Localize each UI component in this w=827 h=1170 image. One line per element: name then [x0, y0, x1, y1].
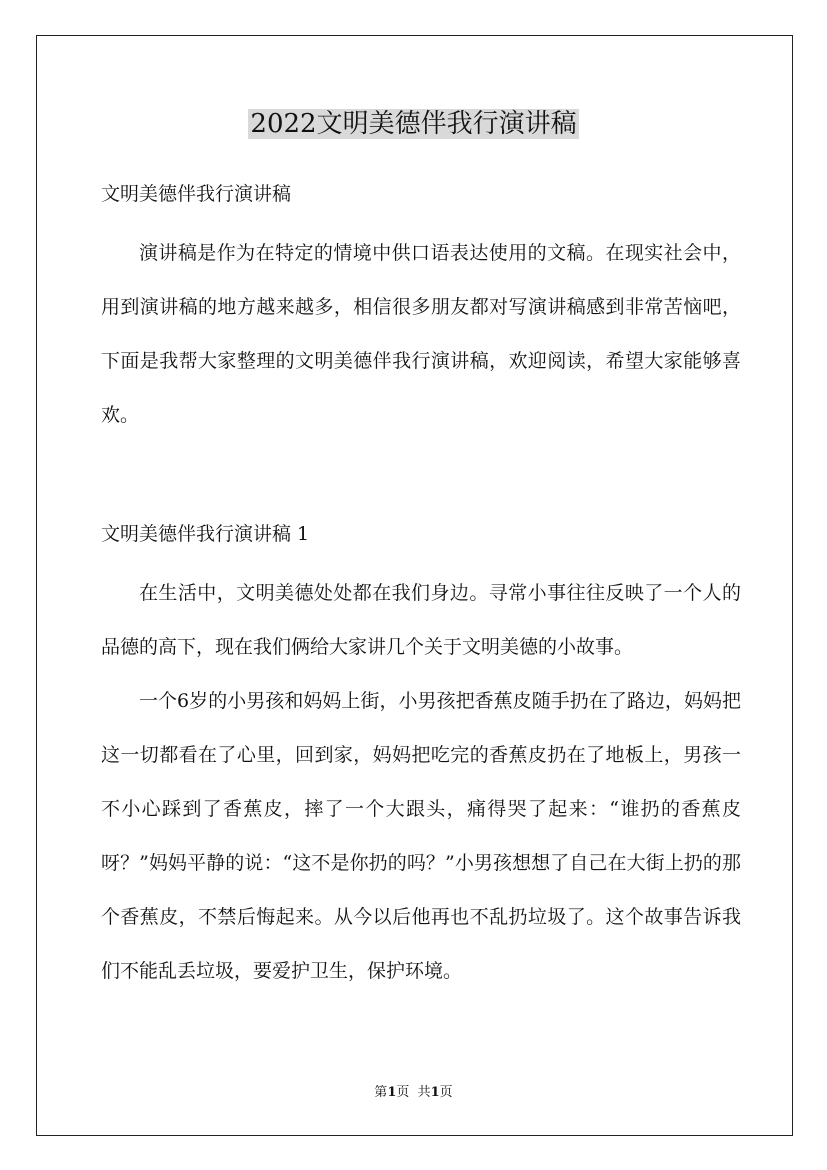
- spacer: [101, 214, 741, 226]
- page-total-number: 1: [430, 1085, 440, 1100]
- document-body: [101, 174, 741, 998]
- document-subtitle: 文明美德伴我行演讲稿: [101, 183, 292, 205]
- page-label-suffix: 页: [439, 1085, 453, 1100]
- document-title-text: 2022文明美德伴我行演讲稿: [250, 109, 577, 139]
- spacer: [101, 554, 741, 566]
- document-title: [0, 104, 827, 144]
- intro-paragraph: 演讲稿是作为在特定的情境中供口语表达使用的文稿。在现实社会中，用到演讲稿的地方越来越多，相信很多朋友都对写演讲稿感到非常苦恼吧，下面是我帮大家整理的文明美德伴我行演讲稿，欢迎阅读，希望大家能够喜欢。: [101, 242, 741, 426]
- page-label-prefix: 第: [374, 1085, 388, 1100]
- page-current-number: 1: [387, 1085, 397, 1100]
- page-footer: [0, 1083, 827, 1103]
- page-label-mid: 页 共: [396, 1085, 431, 1100]
- body-paragraph: 一个6岁的小男孩和妈妈上街，小男孩把香蕉皮随手扔在了路边，妈妈把这一切都看在了心里，回到家，妈妈把吃完的香蕉皮扔在了地板上，男孩一不小心踩到了香蕉皮，摔了一个大跟头，痛得哭了起来：“谁扔的香蕉皮呀？”妈妈平静的说：“这不是你扔的吗？”小男孩想想了自己在大街上扔的那个香蕉皮，不禁后悔起来。从今以后他再也不乱扔垃圾了。这个故事告诉我们不能乱丢垃圾，要爱护卫生，保护环境。: [101, 690, 741, 982]
- body-paragraph: 在生活中，文明美德处处都在我们身边。寻常小事往往反映了一个人的品德的高下，现在我们俩给大家讲几个关于文明美德的小故事。: [101, 582, 741, 658]
- section-heading: 文明美德伴我行演讲稿 1: [101, 523, 310, 545]
- spacer: [101, 442, 741, 514]
